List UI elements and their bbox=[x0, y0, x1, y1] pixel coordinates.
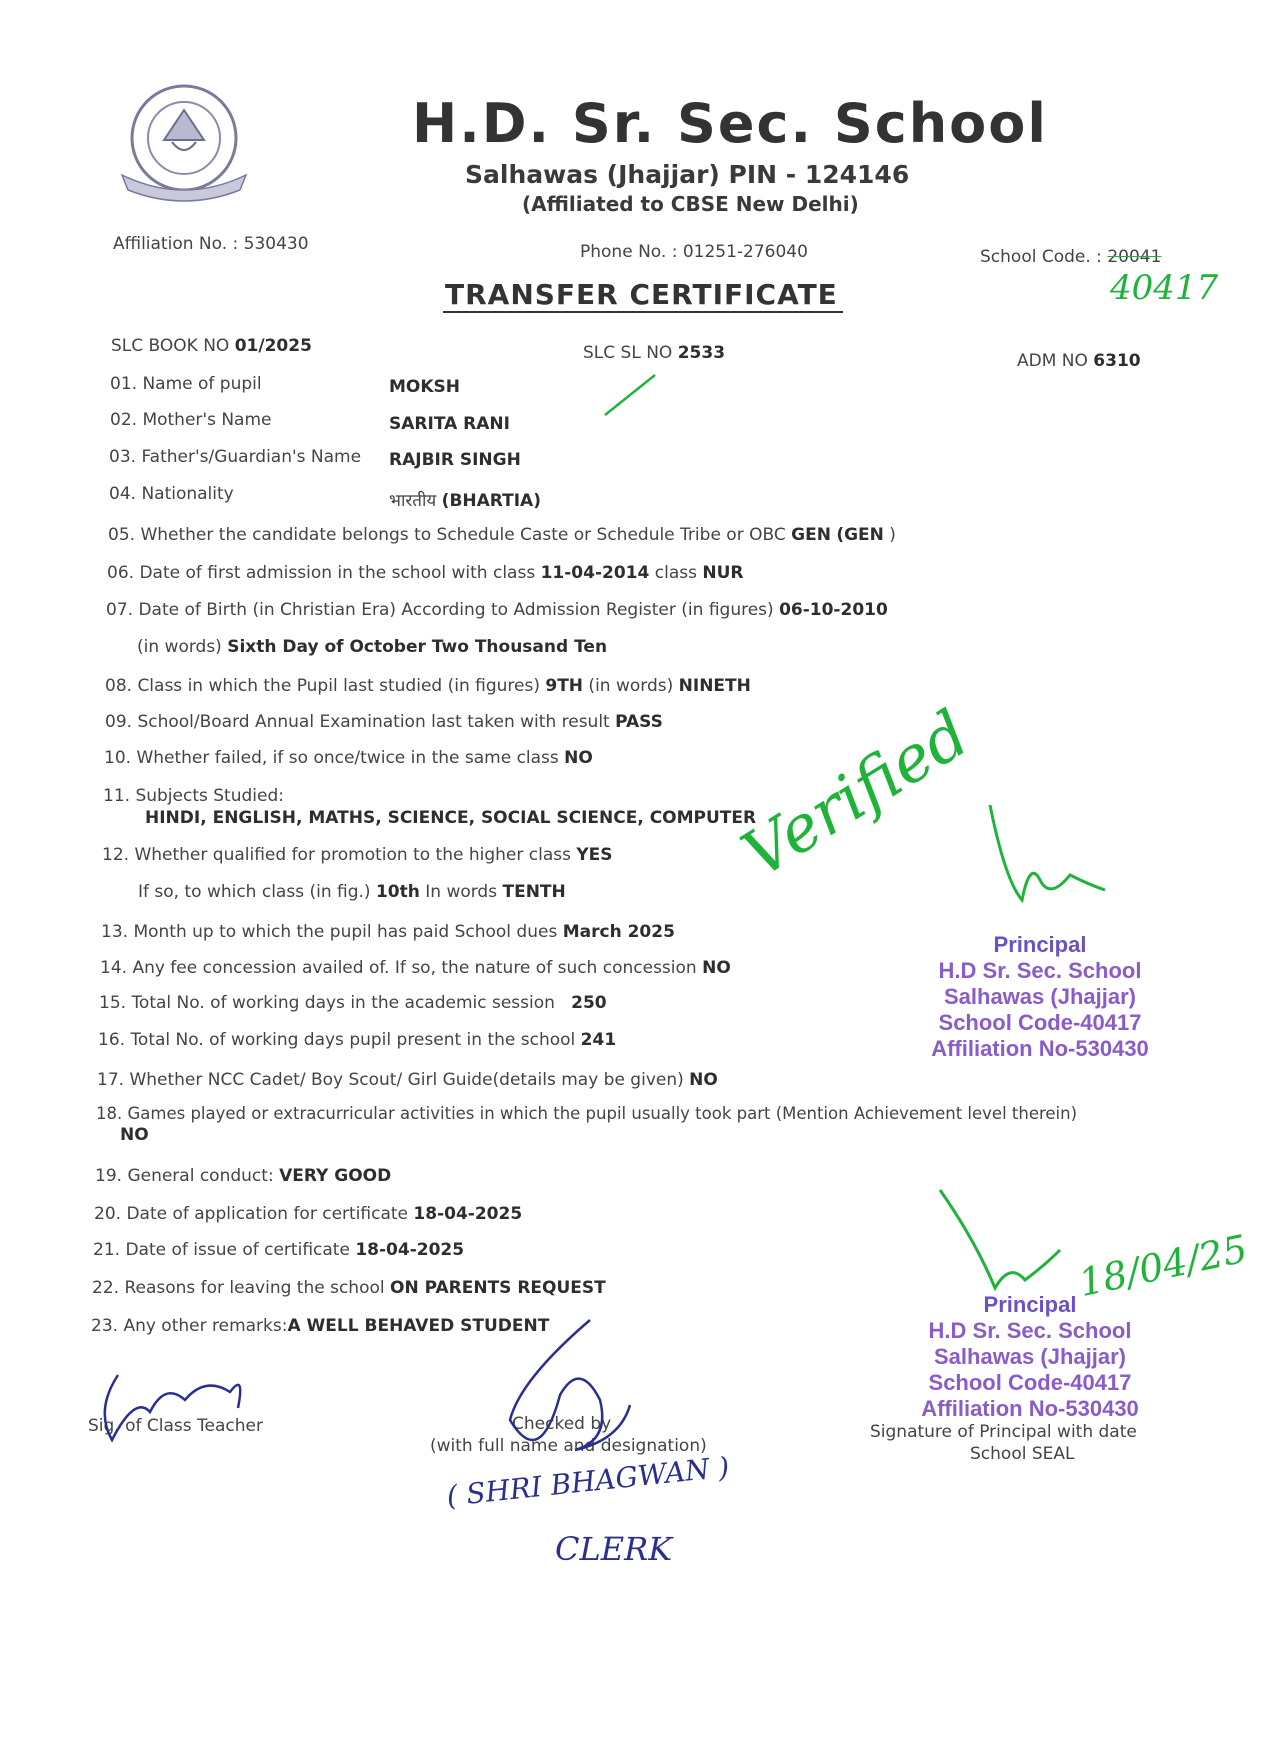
field-18-value: NO bbox=[120, 1125, 149, 1145]
field-11-label: 11. Subjects Studied: bbox=[103, 786, 284, 806]
field-20: 20. Date of application for certificate 18-04-2025 bbox=[94, 1204, 523, 1224]
adm-no: ADM NO 6310 bbox=[1017, 351, 1141, 371]
school-code-label: School Code. : bbox=[980, 247, 1108, 267]
field-05: 05. Whether the candidate belongs to Schedule Caste or Schedule Tribe or OBC GEN (GEN ) bbox=[108, 525, 896, 545]
field-04-value: भारतीय (BHARTIA) bbox=[389, 491, 541, 511]
affiliation-number: Affiliation No. : 530430 bbox=[113, 234, 309, 254]
field-07-words: (in words) Sixth Day of October Two Thousand Ten bbox=[137, 637, 608, 657]
handwritten-date: 18/04/25 bbox=[1075, 1226, 1252, 1306]
field-14: 14. Any fee concession availed of. If so, the nature of such concession NO bbox=[100, 958, 731, 978]
affiliation-note: (Affiliated to CBSE New Delhi) bbox=[522, 192, 859, 216]
school-address: Salhawas (Jhajjar) PIN - 124146 bbox=[465, 160, 910, 189]
field-17: 17. Whether NCC Cadet/ Boy Scout/ Girl Guide(details may be given) NO bbox=[97, 1070, 718, 1090]
school-code-old: 20041 bbox=[1107, 247, 1162, 267]
field-13: 13. Month up to which the pupil has paid School dues March 2025 bbox=[101, 922, 675, 942]
school-logo-icon bbox=[112, 80, 262, 205]
field-04-label: 04. Nationality bbox=[109, 484, 234, 504]
field-03-label: 03. Father's/Guardian's Name bbox=[109, 447, 362, 467]
principal-signature-1-icon bbox=[990, 805, 1105, 900]
class-teacher-signature-label: Sig. of Class Teacher bbox=[88, 1416, 263, 1436]
field-18-label: 18. Games played or extracurricular activities in which the pupil usually took part (Mention Achievement level therein) bbox=[96, 1104, 1078, 1123]
principal-stamp-2: Principal H.D Sr. Sec. School Salhawas (Jhajjar) School Code-40417 Affiliation No-530430 bbox=[921, 1292, 1139, 1421]
field-11-value: HINDI, ENGLISH, MATHS, SCIENCE, SOCIAL SCIENCE, COMPUTER bbox=[145, 808, 757, 828]
school-code bbox=[980, 247, 1161, 267]
field-12-sub: If so, to which class (in fig.) 10th In words TENTH bbox=[138, 882, 566, 902]
field-07: 07. Date of Birth (in Christian Era) According to Admission Register (in figures) 06-10-2010 bbox=[106, 600, 888, 620]
handwritten-verified: Verified bbox=[730, 697, 982, 893]
slc-sl-no: SLC SL NO 2533 bbox=[583, 343, 726, 363]
field-23: 23. Any other remarks:A WELL BEHAVED STUDENT bbox=[91, 1316, 550, 1336]
certificate-title: TRANSFER CERTIFICATE bbox=[445, 278, 838, 311]
field-15: 15. Total No. of working days in the academic session 250 bbox=[99, 993, 607, 1013]
field-02-value: SARITA RANI bbox=[389, 414, 510, 434]
checked-by-label: Checked by bbox=[512, 1414, 612, 1434]
field-01-label: 01. Name of pupil bbox=[110, 374, 262, 394]
field-10: 10. Whether failed, if so once/twice in the same class NO bbox=[104, 748, 593, 768]
field-06: 06. Date of first admission in the school with class 11-04-2014 class NUR bbox=[107, 563, 744, 583]
slc-book-no: SLC BOOK NO 01/2025 bbox=[111, 336, 312, 356]
school-name: H.D. Sr. Sec. School bbox=[412, 92, 1048, 155]
field-21: 21. Date of issue of certificate 18-04-2025 bbox=[93, 1240, 465, 1260]
field-19: 19. General conduct: VERY GOOD bbox=[95, 1166, 392, 1186]
school-code-handwritten: 40417 bbox=[1110, 268, 1219, 308]
field-02-label: 02. Mother's Name bbox=[110, 410, 272, 430]
principal-signature-label: Signature of Principal with date bbox=[870, 1422, 1137, 1442]
certificate-title-underline bbox=[443, 311, 843, 313]
principal-signature-2-icon bbox=[940, 1190, 1060, 1288]
handwritten-checker-name: ( SHRI BHAGWAN ) bbox=[445, 1450, 731, 1513]
phone-number: Phone No. : 01251-276040 bbox=[580, 242, 808, 262]
field-09: 09. School/Board Annual Examination last taken with result PASS bbox=[105, 712, 663, 732]
field-08: 08. Class in which the Pupil last studied (in figures) 9TH (in words) NINETH bbox=[105, 676, 751, 696]
handwritten-checker-role: CLERK bbox=[555, 1530, 673, 1568]
field-12: 12. Whether qualified for promotion to the higher class YES bbox=[102, 845, 613, 865]
field-16: 16. Total No. of working days pupil present in the school 241 bbox=[98, 1030, 617, 1050]
tick-mark-icon bbox=[605, 375, 655, 415]
field-22: 22. Reasons for leaving the school ON PARENTS REQUEST bbox=[92, 1278, 606, 1298]
checked-by-note: (with full name and designation) bbox=[430, 1436, 707, 1456]
principal-stamp-1: Principal H.D Sr. Sec. School Salhawas (Jhajjar) School Code-40417 Affiliation No-530430 bbox=[931, 932, 1149, 1061]
field-01-value: MOKSH bbox=[389, 377, 461, 397]
school-seal-label: School SEAL bbox=[970, 1444, 1075, 1464]
field-03-value: RAJBIR SINGH bbox=[389, 450, 521, 470]
